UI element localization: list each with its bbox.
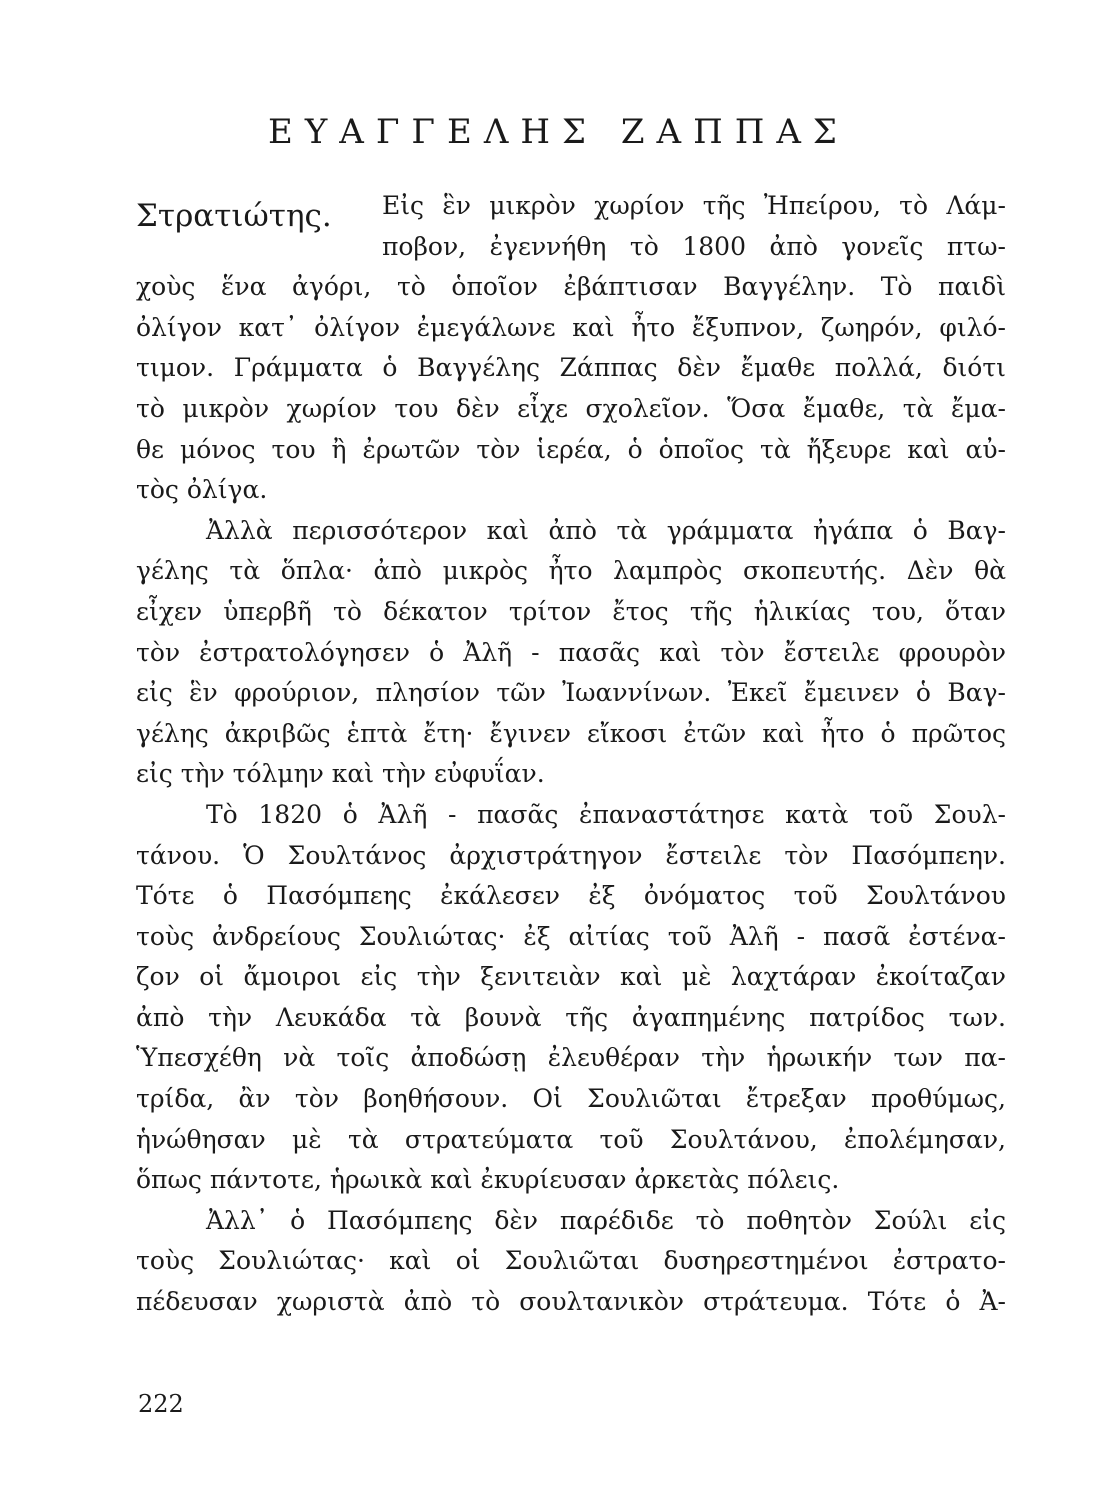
text-line: τὸς ὀλίγα.	[136, 475, 268, 505]
text-line: Ἀλλὰ περισσότερον καὶ ἀπὸ τὰ γράμματα ἠγάπα ὁ Βαγ-	[206, 515, 1006, 545]
text-line: γέλης τὰ ὅπλα· ἀπὸ μικρὸς ἦτο λαμπρὸς σκοπευτής. Δὲν θὰ	[136, 556, 1006, 586]
text-line: Ὑπεσχέθη νὰ τοῖς ἀποδώσῃ ἐλευθέραν τὴν ἡρωικήν των πα-	[136, 1043, 1006, 1073]
body-text	[136, 186, 1006, 1323]
text-line: θε μόνος του ἢ ἐρωτῶν τὸν ἱερέα, ὁ ὁποῖος τὰ ἤξευρε καὶ αὐ-	[136, 434, 1006, 464]
side-label: Στρατιώτης.	[136, 198, 332, 234]
text-line: τοὺς ἀνδρείους Σουλιώτας· ἐξ αἰτίας τοῦ Ἀλῆ - πασᾶ ἐστένα-	[136, 921, 1006, 951]
text-line: τὸ μικρὸν χωρίον του δὲν εἶχε σχολεῖον. Ὅσα ἔμαθε, τὰ ἔμα-	[136, 393, 1006, 423]
text-line: Ἀλλ᾽ ὁ Πασόμπεης δὲν παρέδιδε τὸ ποθητὸν Σούλι εἰς	[206, 1205, 1006, 1235]
text-line: Τὸ 1820 ὁ Ἀλῆ - πασᾶς ἐπαναστάτησε κατὰ τοῦ Σουλ-	[206, 799, 1006, 829]
text-line: ἡνώθησαν μὲ τὰ στρατεύματα τοῦ Σουλτάνου, ἐπολέμησαν,	[136, 1124, 1006, 1154]
text-line: εἰς ἓν φρούριον, πλησίον τῶν Ἰωαννίνων. Ἐκεῖ ἔμεινεν ὁ Βαγ-	[136, 678, 1006, 708]
chapter-title: ΕΥΑΓΓΕΛΗΣ ΖΑΠΠΑΣ	[268, 112, 849, 152]
text-line: γέλης ἀκριβῶς ἑπτὰ ἔτη· ἔγινεν εἴκοσι ἐτῶν καὶ ἦτο ὁ πρῶτος	[136, 718, 1006, 748]
text-line: πέδευσαν χωριστὰ ἀπὸ τὸ σουλτανικὸν στράτευμα. Τότε ὁ Ἀ-	[136, 1287, 1006, 1317]
text-line: εἰς τὴν τόλμην καὶ τὴν εὐφυΐαν.	[136, 759, 545, 789]
text-line: ζον οἱ ἄμοιροι εἰς τὴν ξενιτειὰν καὶ μὲ λαχτάραν ἐκοίταζαν	[136, 962, 1006, 992]
text-line: εἶχεν ὑπερβῆ τὸ δέκατον τρίτον ἔτος τῆς ἡλικίας του, ὅταν	[136, 596, 1006, 626]
text-line: πoβον, ἐγεννήθη τὸ 1800 ἀπὸ γονεῖς πτω-	[382, 231, 1006, 261]
text-line: τιμον. Γράμματα ὁ Βαγγέλης Ζάππας δὲν ἔμαθε πολλά, διότι	[136, 353, 1006, 383]
text-line: ὅπως πάντοτε, ἡρωικὰ καὶ ἐκυρίευσαν ἀρκετὰς πόλεις.	[136, 1165, 840, 1195]
page-number: 222	[138, 1390, 184, 1418]
text-line: τρίδα, ἂν τὸν βοηθήσουν. Οἱ Σουλιῶται ἔτρεξαν προθύμως,	[136, 1084, 1006, 1114]
text-line: ὀλίγον κατ᾽ ὀλίγον ἐμεγάλωνε καὶ ἦτο ἔξυπνον, ζωηρόν, φιλό-	[136, 312, 1006, 342]
text-line: τὸν ἐστρατολόγησεν ὁ Ἀλῆ - πασᾶς καὶ τὸν ἔστειλε φρουρὸν	[136, 637, 1006, 667]
text-line: ἀπὸ τὴν Λευκάδα τὰ βουνὰ τῆς ἀγαπημένης πατρίδος των.	[136, 1002, 1006, 1032]
text-line: τοὺς Σουλιώτας· καὶ οἱ Σουλιῶται δυσηρεστημένοι ἐστρατο-	[136, 1246, 1006, 1276]
text-line: Τότε ὁ Πασόμπεης ἐκάλεσεν ἐξ ὀνόματος τοῦ Σουλτάνου	[136, 881, 1006, 911]
text-line: Εἰς ἓν μικρὸν χωρίον τῆς Ἠπείρου, τὸ Λάμ-	[382, 191, 1006, 220]
text-line: τάνου. Ὁ Σουλτάνος ἀρχιστράτηγον ἔστειλε τὸν Πασόμπεην.	[136, 840, 1006, 870]
text-line: χοὺς ἕνα ἀγόρι, τὸ ὁποῖον ἐβάπτισαν Βαγγέλην. Τὸ παιδὶ	[136, 272, 1006, 302]
